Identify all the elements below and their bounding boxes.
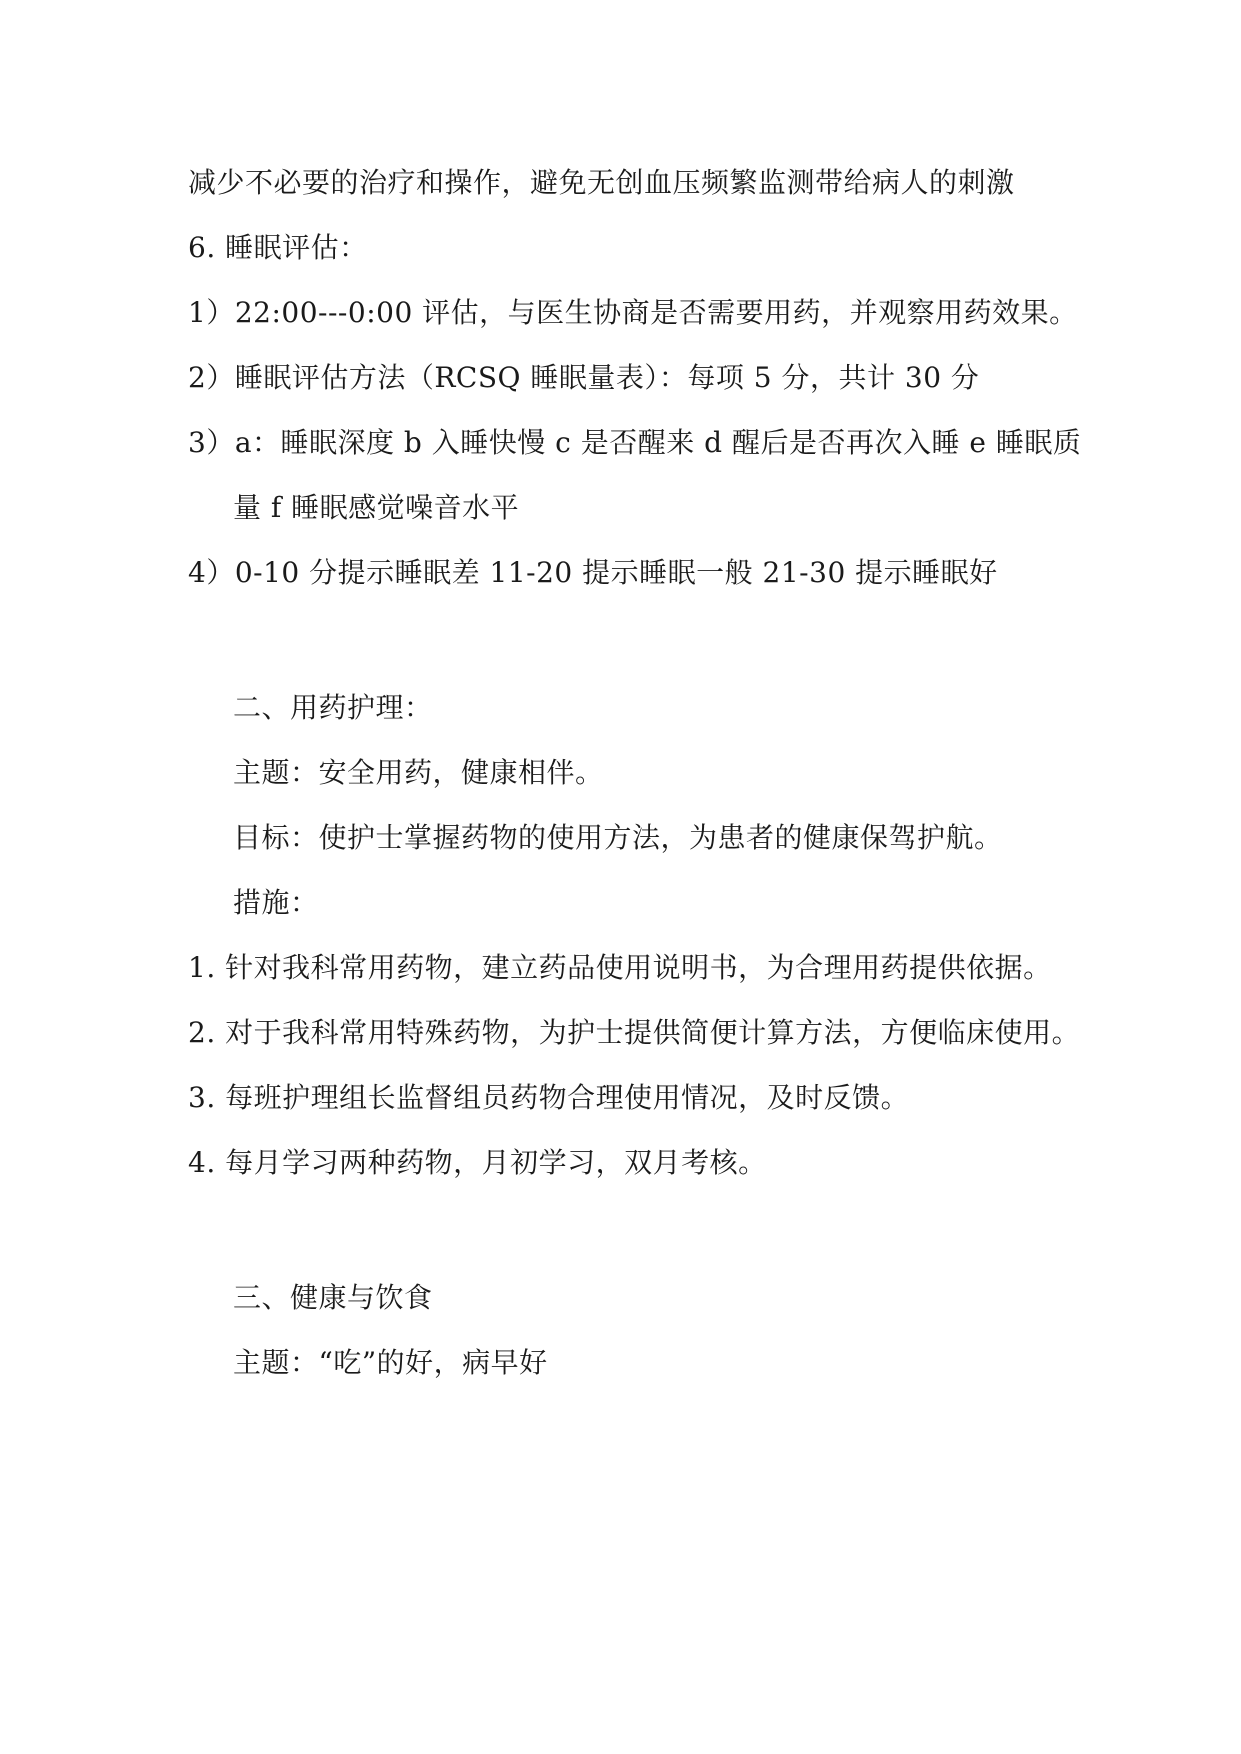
section-heading: 三、健康与饮食 — [233, 1281, 433, 1314]
section-heading: 二、用药护理： — [233, 691, 433, 724]
list-item: 4. 每月学习两种药物，月初学习，双月考核。 — [188, 1146, 767, 1179]
text-line: 主题：安全用药，健康相伴。 — [233, 756, 604, 789]
text-line: 减少不必要的治疗和操作，避免无创血压频繁监测带给病人的刺激 — [188, 166, 1015, 199]
text-line: 主题：“吃”的好，病早好 — [233, 1346, 548, 1379]
list-item: 2）睡眠评估方法（RCSQ 睡眠量表）：每项 5 分，共计 30 分 — [188, 361, 980, 394]
list-item: 3. 每班护理组长监督组员药物合理使用情况，及时反馈。 — [188, 1081, 910, 1114]
list-item-continuation: 量 f 睡眠感觉噪音水平 — [233, 491, 520, 524]
text-line: 措施： — [233, 886, 319, 919]
list-item: 1）22:00---0:00 评估，与医生协商是否需要用药，并观察用药效果。 — [188, 296, 1078, 329]
list-item: 2. 对于我科常用特殊药物，为护士提供简便计算方法，方便临床使用。 — [188, 1016, 1081, 1049]
list-item: 1. 针对我科常用药物，建立药品使用说明书，为合理用药提供依据。 — [188, 951, 1052, 984]
text-line: 目标：使护士掌握药物的使用方法，为患者的健康保驾护航。 — [233, 821, 1003, 854]
list-item: 4）0-10 分提示睡眠差 11-20 提示睡眠一般 21-30 提示睡眠好 — [188, 556, 998, 589]
section-heading: 6. 睡眠评估： — [188, 231, 368, 264]
list-item: 3）a：睡眠深度 b 入睡快慢 c 是否醒来 d 醒后是否再次入睡 e 睡眠质 — [188, 426, 1082, 459]
